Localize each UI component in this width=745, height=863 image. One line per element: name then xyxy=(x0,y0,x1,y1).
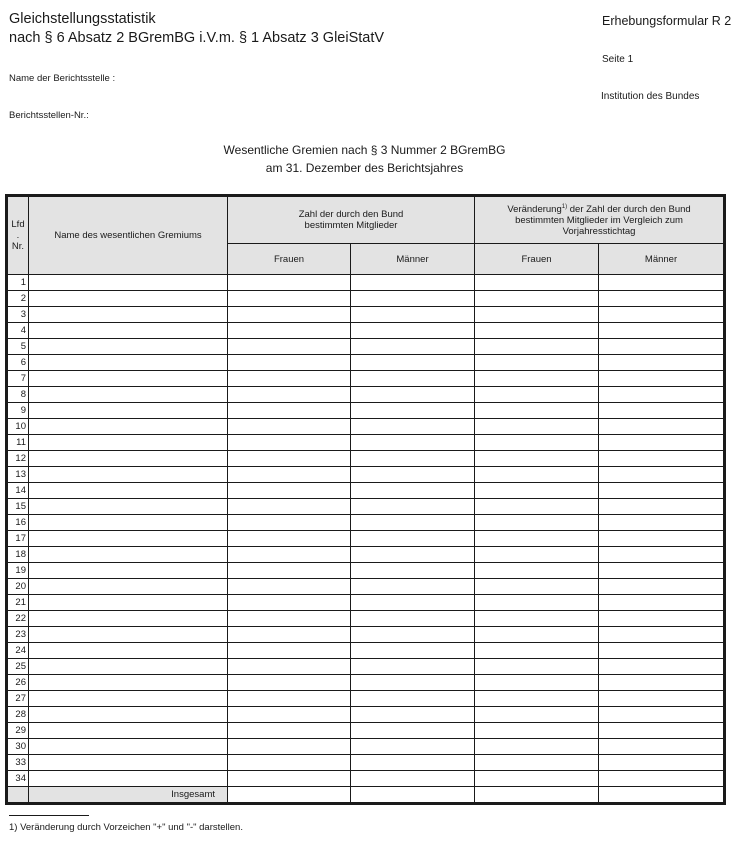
members-women-cell[interactable] xyxy=(228,755,351,771)
row-number: 5 xyxy=(7,339,29,355)
table-row xyxy=(7,595,725,611)
members-women-cell[interactable] xyxy=(228,611,351,627)
members-men-cell[interactable] xyxy=(351,339,475,355)
committee-name-cell[interactable] xyxy=(29,451,228,467)
change-women-cell[interactable] xyxy=(475,435,599,451)
table-row xyxy=(7,579,725,595)
table-row xyxy=(7,691,725,707)
members-men-cell[interactable] xyxy=(351,371,475,387)
table-row xyxy=(7,723,725,739)
row-number: 1 xyxy=(7,275,29,291)
reporter-name-label: Name der Berichtsstelle : xyxy=(9,73,116,84)
footnote-marker: 1) xyxy=(561,203,568,210)
row-number: 11 xyxy=(7,435,29,451)
committee-name-cell[interactable] xyxy=(29,467,228,483)
change-men-cell[interactable] xyxy=(599,595,725,611)
table-row xyxy=(7,483,725,499)
members-women-cell[interactable] xyxy=(228,515,351,531)
committee-name-cell[interactable] xyxy=(29,707,228,723)
change-women-cell[interactable] xyxy=(475,307,599,323)
change-women-cell[interactable] xyxy=(475,723,599,739)
committee-name-cell[interactable] xyxy=(29,435,228,451)
reporter-number-label: Berichtsstellen-Nr.: xyxy=(9,110,89,121)
change-women-cell[interactable] xyxy=(475,611,599,627)
table-row xyxy=(7,531,725,547)
committee-name-cell[interactable] xyxy=(29,387,228,403)
change-women-cell[interactable] xyxy=(475,547,599,563)
members-women-cell[interactable] xyxy=(228,499,351,515)
table-row xyxy=(7,707,725,723)
members-men-cell[interactable] xyxy=(351,531,475,547)
change-women-cell[interactable] xyxy=(475,771,599,787)
row-number: 10 xyxy=(7,419,29,435)
row-number: 19 xyxy=(7,563,29,579)
table-row xyxy=(7,291,725,307)
change-women-cell[interactable] xyxy=(475,595,599,611)
committee-name-cell[interactable] xyxy=(29,499,228,515)
committee-name-cell[interactable] xyxy=(29,739,228,755)
members-men-cell[interactable] xyxy=(351,723,475,739)
members-women-cell[interactable] xyxy=(228,339,351,355)
committee-name-cell[interactable] xyxy=(29,355,228,371)
table-row xyxy=(7,307,725,323)
change-women-cell[interactable] xyxy=(475,483,599,499)
committee-name-cell[interactable] xyxy=(29,307,228,323)
change-men-cell[interactable] xyxy=(599,451,725,467)
members-women-cell[interactable] xyxy=(228,531,351,547)
members-women-cell[interactable] xyxy=(228,323,351,339)
change-men-cell[interactable] xyxy=(599,707,725,723)
change-women-cell[interactable] xyxy=(475,355,599,371)
change-women-cell[interactable] xyxy=(475,515,599,531)
column-group-change: Veränderung$^{1)}$ der Zahl der durch den Bund bestimmten Mitglieder im Vergleich zum Vorjahresstichtag xyxy=(475,196,725,244)
members-men-cell[interactable] xyxy=(351,483,475,499)
members-women-cell[interactable] xyxy=(228,675,351,691)
table-row xyxy=(7,739,725,755)
change-women-cell[interactable] xyxy=(475,691,599,707)
row-number: 28 xyxy=(7,707,29,723)
table-row xyxy=(7,627,725,643)
committee-name-cell[interactable] xyxy=(29,531,228,547)
members-women-cell[interactable] xyxy=(228,595,351,611)
committee-name-cell[interactable] xyxy=(29,771,228,787)
members-men-cell[interactable] xyxy=(351,595,475,611)
committee-name-cell[interactable] xyxy=(29,291,228,307)
committee-name-cell[interactable] xyxy=(29,323,228,339)
table-row xyxy=(7,515,725,531)
change-women-cell[interactable] xyxy=(475,291,599,307)
table-row xyxy=(7,355,725,371)
column-header-members-women: Frauen xyxy=(228,244,351,275)
members-women-cell[interactable] xyxy=(228,771,351,787)
change-men-cell[interactable] xyxy=(599,355,725,371)
total-members-women[interactable] xyxy=(228,787,351,804)
members-women-cell[interactable] xyxy=(228,707,351,723)
members-women-cell[interactable] xyxy=(228,483,351,499)
members-men-cell[interactable] xyxy=(351,563,475,579)
row-number: 8 xyxy=(7,387,29,403)
committee-name-cell[interactable] xyxy=(29,371,228,387)
row-number: 18 xyxy=(7,547,29,563)
members-men-cell[interactable] xyxy=(351,739,475,755)
committee-name-cell[interactable] xyxy=(29,275,228,291)
row-number: 4 xyxy=(7,323,29,339)
column-header-committee-name: Name des wesentlichen Gremiums xyxy=(29,196,228,275)
table-row xyxy=(7,499,725,515)
form-id: Erhebungsformular R 2 xyxy=(602,14,732,28)
row-number: 24 xyxy=(7,643,29,659)
change-men-cell[interactable] xyxy=(599,275,725,291)
change-men-cell[interactable] xyxy=(599,755,725,771)
members-men-cell[interactable] xyxy=(351,291,475,307)
change-men-cell[interactable] xyxy=(599,435,725,451)
committee-name-cell[interactable] xyxy=(29,611,228,627)
members-men-cell[interactable] xyxy=(351,627,475,643)
committee-name-cell[interactable] xyxy=(29,339,228,355)
change-men-cell[interactable] xyxy=(599,691,725,707)
members-women-cell[interactable] xyxy=(228,355,351,371)
members-men-cell[interactable] xyxy=(351,275,475,291)
members-men-cell[interactable] xyxy=(351,307,475,323)
members-men-cell[interactable] xyxy=(351,355,475,371)
members-men-cell[interactable] xyxy=(351,675,475,691)
row-number: 17 xyxy=(7,531,29,547)
members-men-cell[interactable] xyxy=(351,643,475,659)
members-men-cell[interactable] xyxy=(351,499,475,515)
change-men-cell[interactable] xyxy=(599,547,725,563)
committee-name-cell[interactable] xyxy=(29,563,228,579)
members-women-cell[interactable] xyxy=(228,563,351,579)
change-women-cell[interactable] xyxy=(475,339,599,355)
members-women-cell[interactable] xyxy=(228,451,351,467)
committee-name-cell[interactable] xyxy=(29,483,228,499)
change-women-cell[interactable] xyxy=(475,707,599,723)
members-men-cell[interactable] xyxy=(351,707,475,723)
members-women-cell[interactable] xyxy=(228,435,351,451)
change-men-cell[interactable] xyxy=(599,483,725,499)
table-row xyxy=(7,547,725,563)
change-women-cell[interactable] xyxy=(475,739,599,755)
members-women-cell[interactable] xyxy=(228,723,351,739)
change-men-cell[interactable] xyxy=(599,515,725,531)
section-heading-line2: am 31. Dezember des Berichtsjahres xyxy=(265,161,464,175)
members-men-cell[interactable] xyxy=(351,579,475,595)
members-men-cell[interactable] xyxy=(351,323,475,339)
table-row xyxy=(7,387,725,403)
footnote-text: 1) Veränderung durch Vorzeichen "+" und "-" darstellen. xyxy=(9,822,243,833)
change-men-cell[interactable] xyxy=(599,531,725,547)
institution-label: Institution des Bundes xyxy=(601,91,700,102)
change-men-cell[interactable] xyxy=(599,499,725,515)
column-header-members-men: Männer xyxy=(351,244,475,275)
row-number: 26 xyxy=(7,675,29,691)
committee-name-cell[interactable] xyxy=(29,627,228,643)
row-number: 21 xyxy=(7,595,29,611)
change-men-cell[interactable] xyxy=(599,307,725,323)
form-title-line2: nach § 6 Absatz 2 BGremBG i.V.m. § 1 Absatz 3 GleiStatV xyxy=(9,30,385,46)
committee-name-cell[interactable] xyxy=(29,403,228,419)
change-women-cell[interactable] xyxy=(475,371,599,387)
members-women-cell[interactable] xyxy=(228,691,351,707)
row-number: 22 xyxy=(7,611,29,627)
total-members-men[interactable] xyxy=(351,787,475,804)
members-women-cell[interactable] xyxy=(228,579,351,595)
row-number: 33 xyxy=(7,755,29,771)
members-women-cell[interactable] xyxy=(228,403,351,419)
table-row xyxy=(7,675,725,691)
table-row xyxy=(7,371,725,387)
members-men-cell[interactable] xyxy=(351,755,475,771)
change-women-cell[interactable] xyxy=(475,275,599,291)
row-number: 15 xyxy=(7,499,29,515)
members-women-cell[interactable] xyxy=(228,387,351,403)
row-number: 23 xyxy=(7,627,29,643)
members-men-cell[interactable] xyxy=(351,691,475,707)
table-row xyxy=(7,563,725,579)
change-women-cell[interactable] xyxy=(475,643,599,659)
committee-name-cell[interactable] xyxy=(29,691,228,707)
members-women-cell[interactable] xyxy=(228,643,351,659)
members-women-cell[interactable] xyxy=(228,275,351,291)
change-men-cell[interactable] xyxy=(599,579,725,595)
change-men-cell[interactable] xyxy=(599,387,725,403)
column-group-members: Zahl der durch den Bund bestimmten Mitglieder xyxy=(228,196,475,244)
change-men-cell[interactable] xyxy=(599,419,725,435)
members-women-cell[interactable] xyxy=(228,659,351,675)
change-women-cell[interactable] xyxy=(475,755,599,771)
change-men-cell[interactable] xyxy=(599,291,725,307)
row-number: 34 xyxy=(7,771,29,787)
members-men-cell[interactable] xyxy=(351,659,475,675)
row-number: 30 xyxy=(7,739,29,755)
members-men-cell[interactable] xyxy=(351,419,475,435)
table-row xyxy=(7,323,725,339)
members-men-cell[interactable] xyxy=(351,547,475,563)
change-men-cell[interactable] xyxy=(599,643,725,659)
row-number: 2 xyxy=(7,291,29,307)
members-men-cell[interactable] xyxy=(351,435,475,451)
column-header-change-women: Frauen xyxy=(475,244,599,275)
change-women-cell[interactable] xyxy=(475,419,599,435)
change-women-cell[interactable] xyxy=(475,467,599,483)
change-men-cell[interactable] xyxy=(599,467,725,483)
row-number: 27 xyxy=(7,691,29,707)
table-row xyxy=(7,467,725,483)
committee-name-cell[interactable] xyxy=(29,515,228,531)
change-women-cell[interactable] xyxy=(475,387,599,403)
members-women-cell[interactable] xyxy=(228,547,351,563)
change-women-cell[interactable] xyxy=(475,675,599,691)
table-row xyxy=(7,659,725,675)
members-men-cell[interactable] xyxy=(351,771,475,787)
members-women-cell[interactable] xyxy=(228,371,351,387)
change-men-cell[interactable] xyxy=(599,339,725,355)
change-men-cell[interactable] xyxy=(599,403,725,419)
change-men-cell[interactable] xyxy=(599,323,725,339)
change-women-cell[interactable] xyxy=(475,451,599,467)
table-row xyxy=(7,755,725,771)
committee-name-cell[interactable] xyxy=(29,755,228,771)
footnote-divider xyxy=(9,815,89,816)
change-men-cell[interactable] xyxy=(599,371,725,387)
members-women-cell[interactable] xyxy=(228,739,351,755)
row-number: 25 xyxy=(7,659,29,675)
change-women-cell[interactable] xyxy=(475,531,599,547)
members-women-cell[interactable] xyxy=(228,467,351,483)
row-number: 6 xyxy=(7,355,29,371)
row-number: 9 xyxy=(7,403,29,419)
members-women-cell[interactable] xyxy=(228,307,351,323)
page-number: Seite 1 xyxy=(602,54,634,65)
table-row xyxy=(7,403,725,419)
table-row xyxy=(7,419,725,435)
committee-table xyxy=(5,194,726,805)
change-men-cell[interactable] xyxy=(599,659,725,675)
committee-name-cell[interactable] xyxy=(29,659,228,675)
change-women-cell[interactable] xyxy=(475,323,599,339)
table-row xyxy=(7,611,725,627)
total-change-men[interactable] xyxy=(599,787,725,804)
form-title-line1: Gleichstellungsstatistik xyxy=(9,11,156,27)
members-men-cell[interactable] xyxy=(351,451,475,467)
change-men-cell[interactable] xyxy=(599,627,725,643)
row-number: 20 xyxy=(7,579,29,595)
table-row xyxy=(7,643,725,659)
change-men-cell[interactable] xyxy=(599,771,725,787)
committee-name-cell[interactable] xyxy=(29,595,228,611)
committee-name-cell[interactable] xyxy=(29,723,228,739)
members-men-cell[interactable] xyxy=(351,515,475,531)
committee-name-cell[interactable] xyxy=(29,579,228,595)
total-row-shade xyxy=(7,787,29,804)
row-number: 12 xyxy=(7,451,29,467)
members-women-cell[interactable] xyxy=(228,627,351,643)
row-number: 16 xyxy=(7,515,29,531)
change-women-cell[interactable] xyxy=(475,403,599,419)
table-row xyxy=(7,339,725,355)
committee-name-cell[interactable] xyxy=(29,547,228,563)
committee-name-cell[interactable] xyxy=(29,419,228,435)
column-header-lfd-nr: Lfd . Nr. xyxy=(7,196,29,275)
section-heading-line1: Wesentliche Gremien nach § 3 Nummer 2 BGremBG xyxy=(223,143,506,157)
change-women-cell[interactable] xyxy=(475,579,599,595)
members-men-cell[interactable] xyxy=(351,387,475,403)
change-men-cell[interactable] xyxy=(599,675,725,691)
column-header-change-men: Männer xyxy=(599,244,725,275)
members-women-cell[interactable] xyxy=(228,419,351,435)
table-row xyxy=(7,275,725,291)
change-men-cell[interactable] xyxy=(599,739,725,755)
total-label: Insgesamt xyxy=(29,787,228,804)
members-men-cell[interactable] xyxy=(351,467,475,483)
members-women-cell[interactable] xyxy=(228,291,351,307)
change-women-cell[interactable] xyxy=(475,499,599,515)
row-number: 3 xyxy=(7,307,29,323)
row-number: 29 xyxy=(7,723,29,739)
members-men-cell[interactable] xyxy=(351,403,475,419)
change-men-cell[interactable] xyxy=(599,563,725,579)
table-row xyxy=(7,771,725,787)
committee-name-cell[interactable] xyxy=(29,675,228,691)
change-women-cell[interactable] xyxy=(475,659,599,675)
committee-name-cell[interactable] xyxy=(29,643,228,659)
table-row xyxy=(7,451,725,467)
change-women-cell[interactable] xyxy=(475,627,599,643)
change-men-cell[interactable] xyxy=(599,611,725,627)
change-women-cell[interactable] xyxy=(475,563,599,579)
total-change-women[interactable] xyxy=(475,787,599,804)
row-number: 14 xyxy=(7,483,29,499)
members-men-cell[interactable] xyxy=(351,611,475,627)
change-men-cell[interactable] xyxy=(599,723,725,739)
table-row xyxy=(7,435,725,451)
row-number: 7 xyxy=(7,371,29,387)
row-number: 13 xyxy=(7,467,29,483)
